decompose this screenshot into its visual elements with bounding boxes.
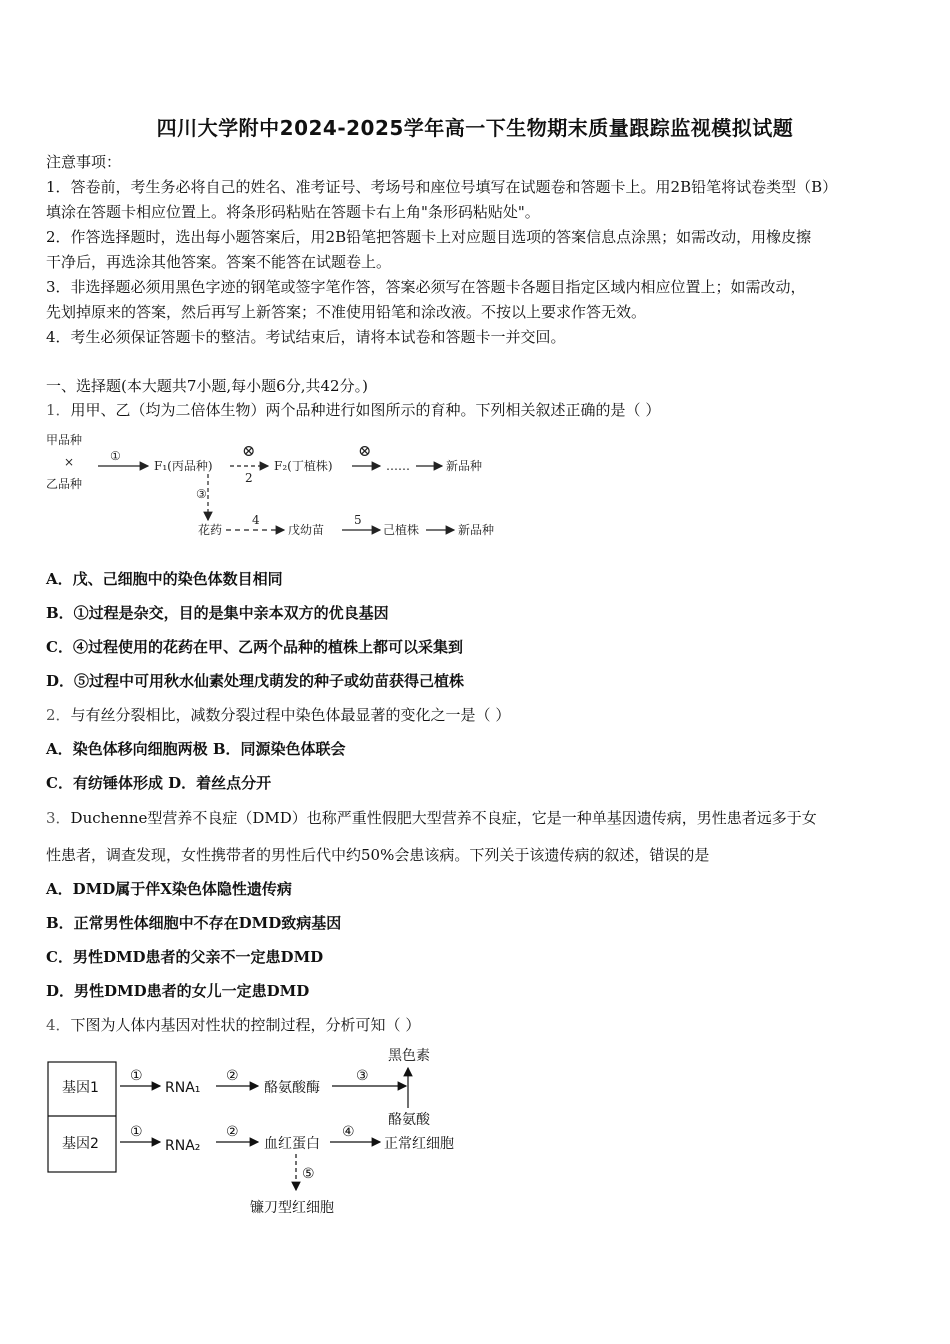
- notice-line: 2．作答选择题时，选出每小题答案后，用2B铅笔把答题卡上对应题目选项的答案信息点涂黑；如需改动，用橡皮擦: [46, 228, 812, 246]
- notice-line: 4．考生必须保证答题卡的整洁。考试结束后，请将本试卷和答题卡一并交回。: [46, 328, 566, 346]
- parent-jia-label: 甲品种: [46, 433, 83, 447]
- q1-option-c: C．④过程使用的花药在甲、乙两个品种的植株上都可以采集到: [46, 638, 463, 656]
- f2-label: F₂(丁植株): [274, 459, 333, 473]
- tyrosine-label: 酪氨酸: [388, 1112, 430, 1128]
- q2-options-row-1: A．染色体移向细胞两极 B．同源染色体联会: [46, 740, 346, 758]
- step-4-label: ④: [342, 1124, 355, 1140]
- question-3-stem: [46, 807, 916, 829]
- q1-option-b: B．①过程是杂交，目的是集中亲本双方的优良基因: [46, 604, 389, 622]
- question-number: 4．: [46, 1016, 71, 1034]
- q3-option-c: C．男性DMD患者的父亲不一定患DMD: [46, 948, 324, 966]
- gene-trait-diagram: [40, 1042, 480, 1222]
- question-text: 与有丝分裂相比，减数分裂过程中染色体最显著的变化之一是（ ）: [70, 706, 511, 724]
- dots: ……: [386, 459, 410, 473]
- normal-rbc-label: 正常红细胞: [384, 1136, 454, 1152]
- question-4-stem: [46, 1014, 916, 1036]
- section-heading: 一、选择题(本大题共7小题,每小题6分,共42分。): [46, 377, 368, 395]
- ji-plant-label: 己植株: [383, 523, 420, 537]
- wu-seedling-label: 戊幼苗: [288, 523, 325, 537]
- step-1-label: ①: [110, 449, 121, 463]
- q1-option-d: D．⑤过程中可用秋水仙素处理戊萌发的种子或幼苗获得己植株: [46, 672, 465, 690]
- parent-yi-label: 乙品种: [46, 477, 83, 491]
- self-cross-icon: ⊗: [358, 441, 372, 460]
- notice-line: 先划掉原来的答案，然后再写上新答案；不准使用铅笔和涂改液。不按以上要求作答无效。: [46, 303, 647, 321]
- step-2-label: 2: [245, 471, 253, 485]
- notice-line: 干净后，再选涂其他答案。答案不能答在试题卷上。: [46, 253, 392, 271]
- f1-label: F₁(丙品种): [154, 459, 213, 473]
- exam-title: 四川大学附中2024-2025学年高一下生物期末质量跟踪监视模拟试题: [156, 116, 794, 140]
- pollen-label: 花药: [198, 523, 223, 537]
- gene-1-label: 基因1: [62, 1080, 99, 1096]
- notice-line: 1．答卷前，考生务必将自己的姓名、准考证号、考场号和座位号填写在试题卷和答题卡上。用2B铅笔将试卷类型（B）: [46, 178, 838, 196]
- step-5-label: ⑤: [302, 1166, 315, 1182]
- step-1-label: ①: [130, 1068, 143, 1084]
- question-3-stem-cont: 性患者，调查发现，女性携带者的男性后代中约50%会患该病。下列关于该遗传病的叙述，错误的是: [46, 846, 710, 864]
- step-3-label: ③: [356, 1068, 369, 1084]
- cross-symbol: ×: [64, 455, 75, 469]
- new-variety-2: 新品种: [458, 523, 495, 537]
- step-1-label: ①: [130, 1124, 143, 1140]
- step-4-label: 4: [252, 513, 260, 527]
- question-number: 1．: [46, 401, 71, 419]
- q2-options-row-2: C．有纺锤体形成 D．着丝点分开: [46, 774, 272, 792]
- step-5-label: 5: [354, 513, 362, 527]
- q3-option-d: D．男性DMD患者的女儿一定患DMD: [46, 982, 310, 1000]
- self-cross-icon: ⊗: [242, 441, 256, 460]
- notice-line: 3．非选择题必须用黑色字迹的钢笔或签字笔作答，答案必须写在答题卡各题目指定区域内相应位置上；如需改动，: [46, 278, 806, 296]
- rna2-label: RNA₂: [165, 1138, 201, 1154]
- question-text: Duchenne型营养不良症（DMD）也称严重性假肥大型营养不良症，它是一种单基因遗传病，男性患者远多于女: [70, 809, 817, 827]
- question-2-stem: [46, 704, 916, 726]
- notice-line: 填涂在答题卡相应位置上。将条形码粘贴在答题卡右上角"条形码粘贴处"。: [46, 203, 540, 221]
- question-text: 用甲、乙（均为二倍体生物）两个品种进行如图所示的育种。下列相关叙述正确的是（ ）: [70, 401, 661, 419]
- breeding-diagram: [40, 428, 520, 548]
- question-number: 3．: [46, 809, 71, 827]
- melanin-label: 黑色素: [388, 1048, 430, 1064]
- q1-option-a: A．戊、己细胞中的染色体数目相同: [46, 570, 283, 588]
- hemoglobin-label: 血红蛋白: [264, 1136, 320, 1152]
- gene-box: [48, 1062, 116, 1172]
- step-2-label: ②: [226, 1068, 239, 1084]
- step-3-label: ③: [196, 487, 207, 501]
- gene-2-label: 基因2: [62, 1136, 99, 1152]
- step-2-label: ②: [226, 1124, 239, 1140]
- question-text: 下图为人体内基因对性状的控制过程，分析可知（ ）: [70, 1016, 421, 1034]
- rna1-label: RNA₁: [165, 1080, 201, 1096]
- q3-option-b: B．正常男性体细胞中不存在DMD致病基因: [46, 914, 342, 932]
- question-1-stem: [46, 399, 916, 421]
- tyrosinase-label: 酪氨酸酶: [264, 1080, 320, 1096]
- sickle-rbc-label: 镰刀型红细胞: [250, 1200, 334, 1216]
- new-variety-1: 新品种: [446, 459, 483, 473]
- notice-heading: 注意事项：: [46, 153, 122, 171]
- q3-option-a: A．DMD属于伴X染色体隐性遗传病: [46, 880, 292, 898]
- question-number: 2．: [46, 706, 71, 724]
